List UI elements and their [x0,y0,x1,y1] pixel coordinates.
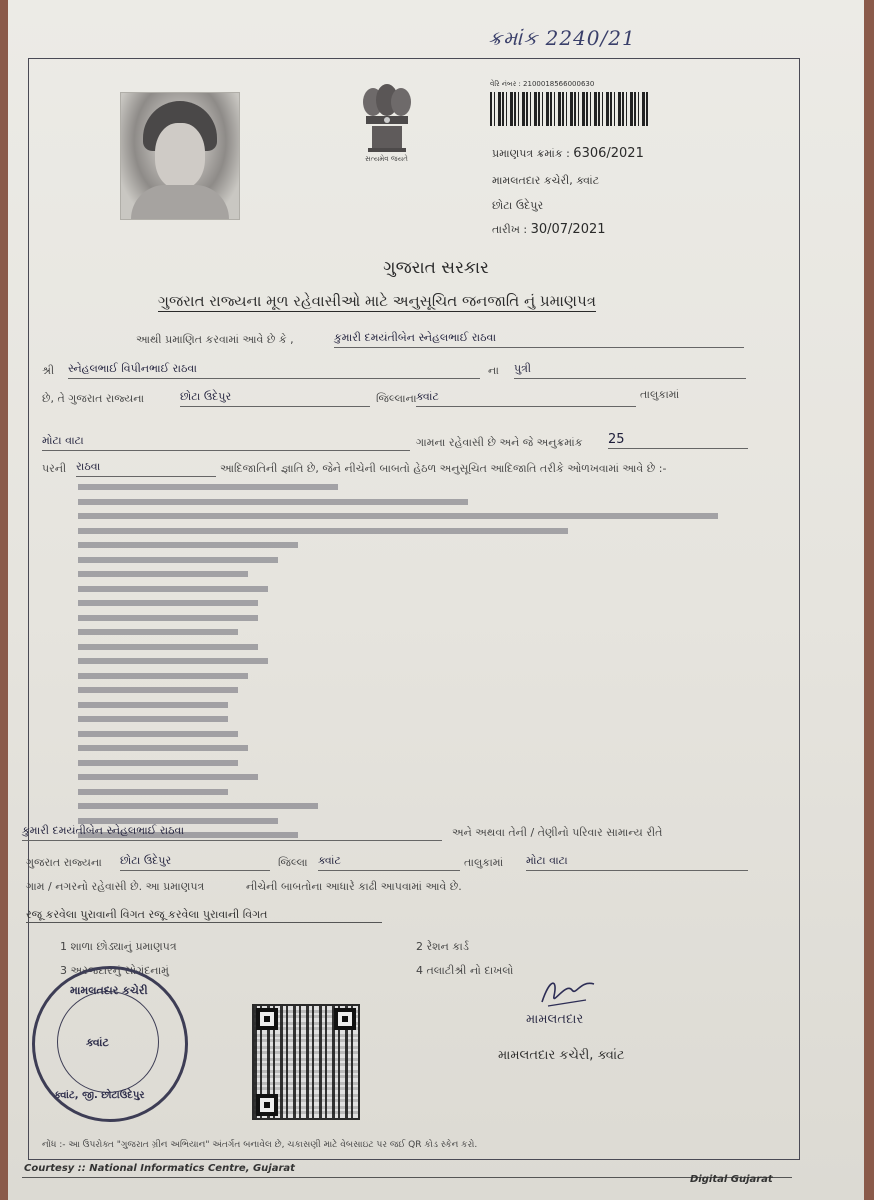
state-text: છે, તે ગુજરાત રાજ્યના [42,392,145,405]
certify-text: આથી પ્રમાણિત કરવામાં આવે છે કે , [136,333,294,346]
shri-label: શ્રી [42,364,55,377]
verification-qr-code [252,1004,360,1120]
document-item: 4 તલાટીશ્રી નો દાખલો [416,964,514,977]
applicant-photo [120,92,240,220]
document-item: 3 અરજદારનું સોગંદનામું [60,964,169,977]
na-label: ના [488,364,499,377]
family-text: અને અથવા તેની / તેણીનો પરિવાર સામાન્ય રીતે [452,826,663,839]
caste-text: આદિજાતિની જ્ઞાતિ છે, જેને નીચેની બાબતો હેઠળ અનુસૂચિત આદિજાતિ તરીકે ઓળખવામાં આવે છે :- [220,462,667,475]
lower-taluka: ક્વાંટ [318,854,460,871]
lower-name: કુમારી દમયંતીબેન સ્નેહલભાઈ રાઠવા [22,824,442,841]
signatory-title: મામલતદાર [526,1012,584,1027]
father-name: સ્નેહલભાઈ વિપીનભાઈ રાઠવા [68,362,480,379]
government-title: ગુજરાત સરકાર [383,258,489,278]
schedule-list [78,484,728,847]
lower-resident-text: ગામ / નગરનો રહેવાસી છે. આ પ્રમાણપત્ર [26,880,205,893]
issue-text: નીચેની બાબતોના આધારે કાઢી આપવામાં આવે છે. [246,880,462,893]
certificate-paper [8,0,864,1200]
resident-text: ગામના રહેવાસી છે અને જે અનુક્રમાંક [416,436,583,449]
digital-gujarat-text: Digital Gujarat [690,1174,773,1185]
certificate-title: ગુજરાત રાજ્યના મૂળ રહેવાસીઓ માટે અનુસૂચિત જનજાતિ નું પ્રમાણપત્ર [158,292,596,310]
footer-note: નોંધ :- આ ઉપરોક્ત "ગુજરાત ગ્રીન અભિયાન" અંતર્ગત બનાવેલ છે, ચકાસણી માટે વેબસાઇટ પર જઈ QR કોડ સ્કેન કરો. [42,1140,478,1150]
seal-top-text: મામલતદાર કચેરી [70,984,148,997]
lower-village: મોટા વાટા [526,854,748,871]
issuing-office: મામલતદાર કચેરી, ક્વાંટ [492,174,600,187]
seal-bottom-text: ક્વાંટ, જી. છોટાઉદેપુર [54,1090,145,1101]
barcode-label: વેરિ નંબર : 2100018566000630 [490,80,595,88]
lower-district-label: જિલ્લા [278,856,308,869]
village: મોટા વાટા [42,434,410,451]
applicant-name: કુમારી દમયંતીબેન સ્નેહલભાઈ રાઠવા [334,331,744,348]
handwritten-note: ક્રમાંક 2240/21 [488,26,636,50]
issue-date: તારીખ : 30/07/2021 [492,222,606,237]
emblem-caption: સત્યમેવ જયતે [365,155,408,163]
lower-taluka-label: તાલુકામાં [464,856,504,869]
courtesy-text: Courtesy :: National Informatics Centre, Gujarat [24,1163,295,1174]
signature-icon [536,972,600,1012]
lower-state-label: ગુજરાત રાજ્યના [26,856,102,869]
barcode [490,92,648,126]
caste: રાઠવા [76,460,216,477]
district: છોટા ઉદેપુર [180,390,370,407]
signatory-office: મામલતદાર કચેરી, ક્વાંટ [498,1048,625,1063]
lower-district: છોટા ઉદેપુર [120,854,270,871]
footer-divider [22,1177,792,1178]
national-emblem-icon [358,80,416,162]
issuing-district: છોટા ઉદેપુર [492,199,544,212]
serial-number: 25 [608,432,748,449]
district-label: જિલ્લાના [376,392,417,405]
seal-middle-text: ક્વાંટ [86,1036,109,1049]
taluka: ક્વાંટ [416,390,636,407]
relation: પુત્રી [514,362,746,379]
documents-heading: રજૂ કરવેલા પુરાવાની વિગત રજૂ કરવેલા પુરાવાની વિગત [26,908,382,923]
taluka-label: તાલુકામાં [640,388,680,401]
document-item: 2 રેશન કાર્ડ [416,940,469,953]
document-item: 1 શાળા છોડ્યાનું પ્રમાણપત્ર [60,940,177,953]
caste-prefix: પરની [42,462,67,475]
certificate-number: પ્રમાણપત્ર ક્રમાંક : 6306/2021 [492,146,644,161]
